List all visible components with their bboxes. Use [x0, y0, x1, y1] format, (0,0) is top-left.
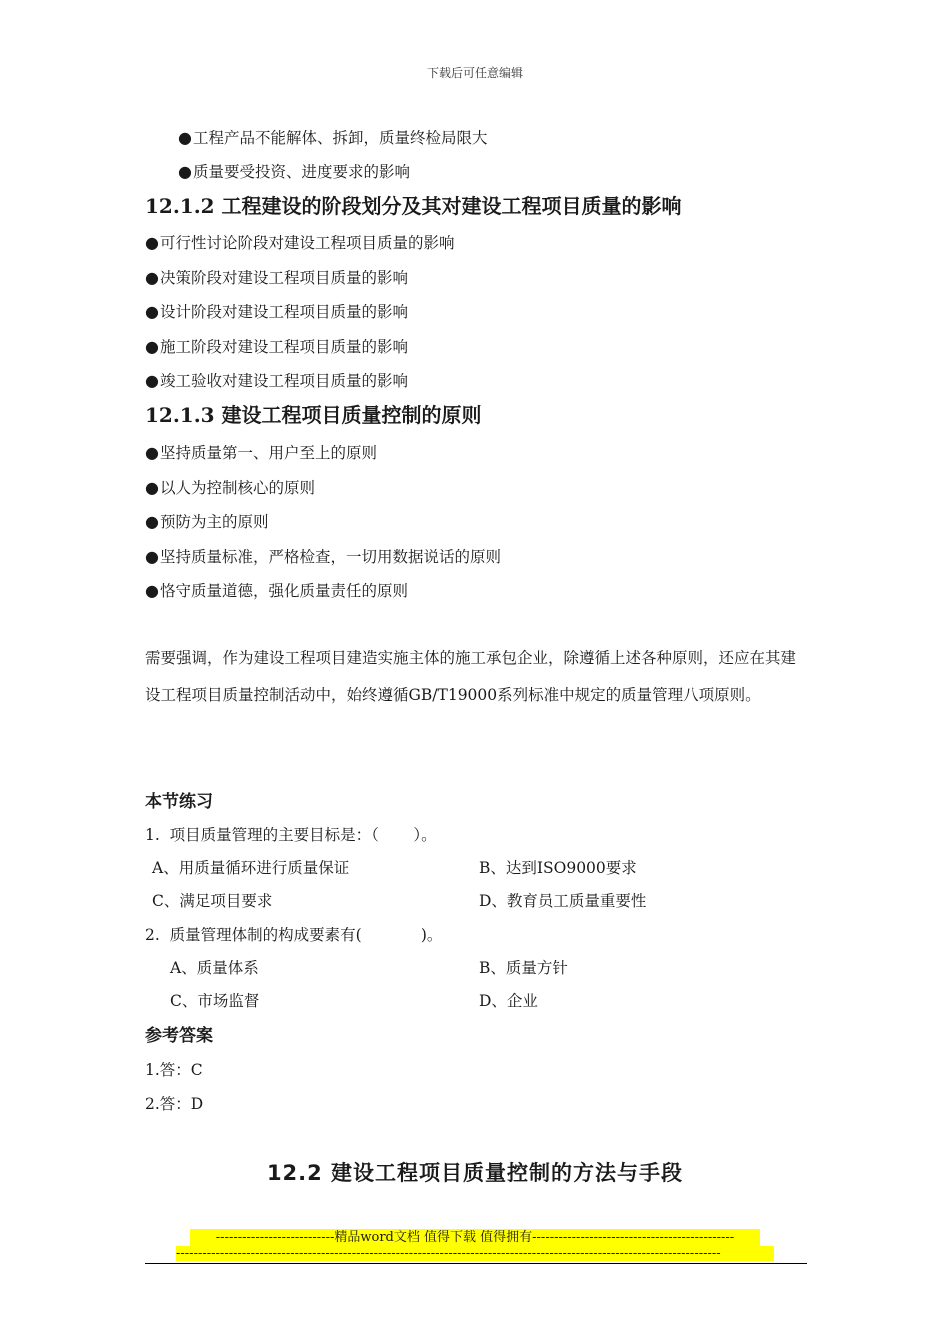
exercise-heading: 本节练习 — [145, 792, 213, 812]
bullet-icon: ● — [178, 128, 192, 147]
list-item — [145, 478, 315, 498]
list-item-text: 坚持质量第一、用户至上的原则 — [159, 444, 377, 462]
page-header: 下载后可任意编辑 — [426, 66, 523, 80]
list-item — [145, 512, 268, 532]
bullet-icon: ● — [178, 162, 192, 181]
bullet-icon: ● — [145, 478, 159, 497]
section-heading-12-1-2: 12.1.2 工程建设的阶段划分及其对建设工程项目质量的影响 — [145, 194, 682, 218]
list-item — [145, 547, 501, 567]
question-2-stem: 2. 质量管理体制的构成要素有( )。 — [145, 926, 443, 944]
list-item-text: 预防为主的原则 — [159, 513, 269, 531]
list-item — [178, 162, 410, 182]
question-1-option-b: B、达到ISO9000要求 — [479, 859, 637, 877]
list-item — [145, 581, 408, 601]
footer-divider — [145, 1263, 807, 1264]
list-item — [145, 302, 408, 322]
footer-banner-line1: ---------------------------精品word文档 值得下载 值得拥有---------------------------------------------- — [190, 1229, 760, 1246]
bullet-icon: ● — [145, 302, 159, 321]
list-item-text: 决策阶段对建设工程项目质量的影响 — [159, 269, 408, 287]
list-item-text: 工程产品不能解体、拆卸，质量终检局限大 — [192, 129, 488, 147]
answers-heading: 参考答案 — [145, 1026, 213, 1046]
bullet-icon: ● — [145, 512, 159, 531]
list-item-text: 施工阶段对建设工程项目质量的影响 — [159, 338, 408, 356]
question-1-option-a: A、用质量循环进行质量保证 — [152, 859, 350, 877]
list-item — [145, 337, 408, 357]
question-2-option-d: D、企业 — [479, 992, 538, 1010]
list-item — [178, 128, 487, 148]
list-item-text: 以人为控制核心的原则 — [159, 479, 315, 497]
question-1-stem: 1. 项目质量管理的主要目标是：（ ）。 — [145, 826, 437, 844]
body-paragraph: 需要强调，作为建设工程项目建造实施主体的施工承包企业，除遵循上述各种原则，还应在其建设工程项目质量控制活动中，始终遵循GB/T19000系列标准中规定的质量管理八项原则。 — [145, 649, 797, 704]
bullet-icon: ● — [145, 233, 159, 252]
list-item — [145, 371, 408, 391]
bullet-icon: ● — [145, 443, 159, 462]
section-heading-12-1-3: 12.1.3 建设工程项目质量控制的原则 — [145, 403, 482, 427]
question-2-option-b: B、质量方针 — [479, 959, 568, 977]
bullet-icon: ● — [145, 581, 159, 600]
chapter-heading-12-2: 12.2 建设工程项目质量控制的方法与手段 — [266, 1161, 684, 1185]
list-item-text: 竣工验收对建设工程项目质量的影响 — [159, 372, 408, 390]
bullet-icon: ● — [145, 337, 159, 356]
question-2-option-c: C、市场监督 — [170, 992, 260, 1010]
list-item — [145, 443, 377, 463]
list-item — [145, 268, 408, 288]
answer-2: 2.答：D — [145, 1095, 204, 1113]
list-item-text: 设计阶段对建设工程项目质量的影响 — [159, 303, 408, 321]
list-item-text: 可行性讨论阶段对建设工程项目质量的影响 — [159, 234, 455, 252]
bullet-icon: ● — [145, 547, 159, 566]
answer-1: 1.答：C — [145, 1061, 203, 1079]
list-item-text: 恪守质量道德，强化质量责任的原则 — [159, 582, 408, 600]
list-item-text: 质量要受投资、进度要求的影响 — [192, 163, 410, 181]
bullet-icon: ● — [145, 268, 159, 287]
bullet-icon: ● — [145, 371, 159, 390]
question-1-option-c: C、满足项目要求 — [152, 892, 273, 910]
question-1-option-d: D、教育员工质量重要性 — [479, 892, 647, 910]
list-item-text: 坚持质量标准，严格检查，一切用数据说话的原则 — [159, 548, 501, 566]
question-2-option-a: A、质量体系 — [170, 959, 259, 977]
footer-banner-line2: ---------------------------------------------------------------------------------------------------------------------------- — [176, 1246, 774, 1261]
list-item — [145, 233, 454, 253]
